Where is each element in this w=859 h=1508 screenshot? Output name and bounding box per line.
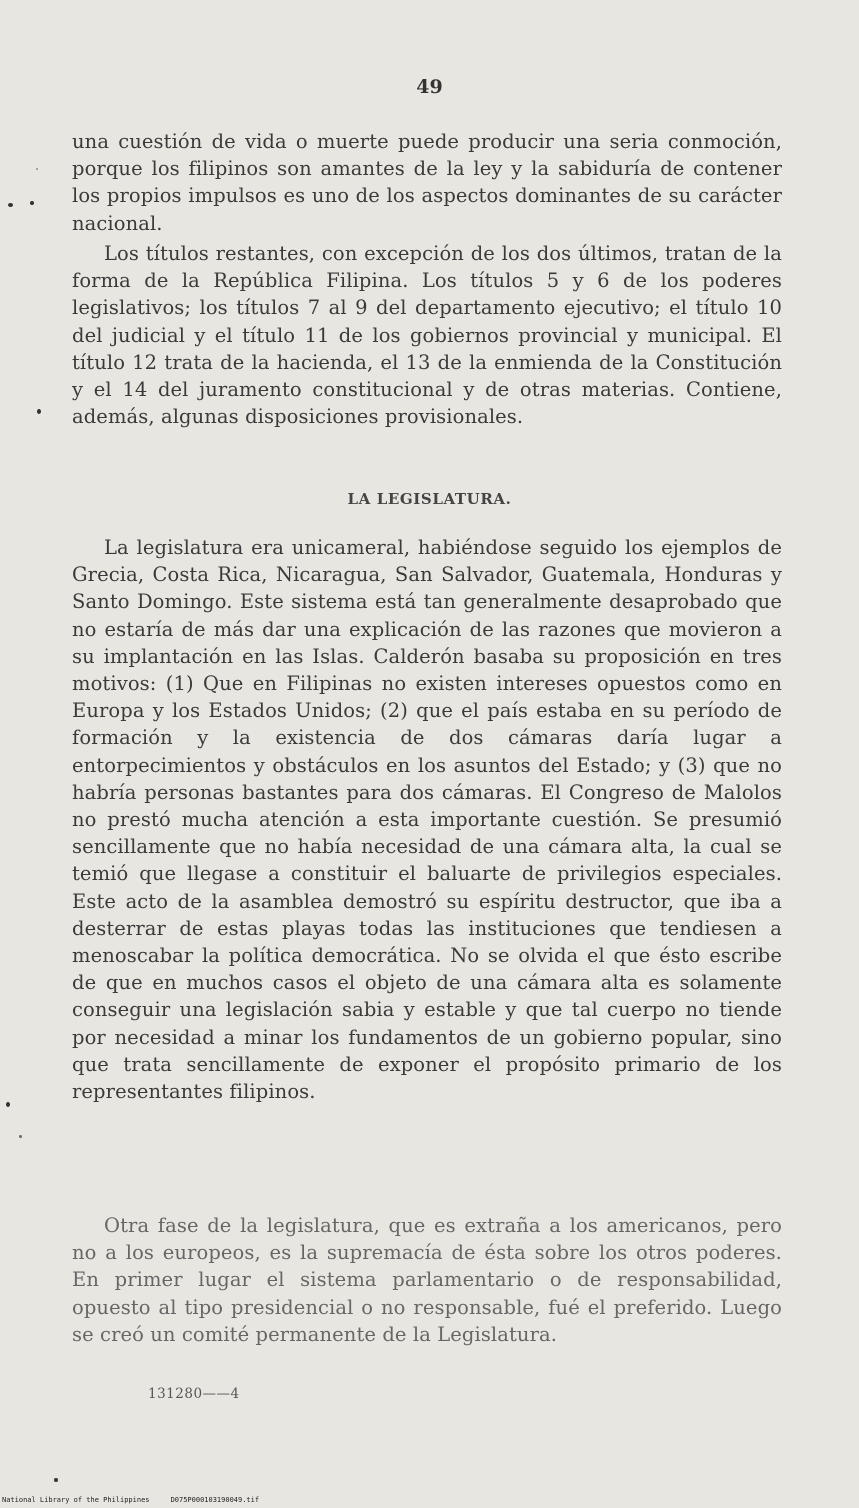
paragraph-4: Otra fase de la legislatura, que es extraña a los americanos, pero no a los europeos, es la supremacía de ésta sobre los otros poderes. En primer lugar el sistema parlamentario o de responsabilidad, opuesto al tipo presidencial o no responsable, fué el preferido. Luego se creó un comité permanente de la Legislatura.	[72, 1214, 782, 1346]
scan-speck	[37, 409, 41, 414]
scan-speck	[36, 168, 38, 170]
footer-source: National Library of the Philippines D075P000103190049.tif	[2, 1496, 260, 1504]
folio-code: 131280——4	[148, 1386, 240, 1402]
scan-speck	[19, 1135, 22, 1138]
page-number: 49	[416, 76, 443, 98]
scan-speck	[54, 1478, 58, 1482]
scan-speck	[8, 203, 13, 207]
scan-speck	[6, 1102, 10, 1107]
paragraph-2: Los títulos restantes, con excepción de los dos últimos, tratan de la forma de la República Filipina. Los títulos 5 y 6 de los poderes legislativos; los títulos 7 al 9 del departamento ejecutivo; el título 10 del judicial y el título 11 de los gobiernos provincial y municipal. El título 12 trata de la hacienda, el 13 de la enmienda de la Constitución y el 14 del juramento constitucional y de otras materias. Contiene, además, algunas disposiciones provisionales.	[72, 242, 782, 429]
paragraph-1: una cuestión de vida o muerte puede producir una seria conmoción, porque los filipinos son amantes de la ley y la sabiduría de contener los propios impulsos es uno de los aspectos dominantes de su carácter nacional.	[72, 130, 782, 235]
section-heading: LA LEGISLATURA.	[347, 490, 512, 508]
paragraph-3: La legislatura era unicameral, habiéndose seguido los ejemplos de Grecia, Costa Rica, Nicaragua, San Salvador, Guatemala, Honduras y Santo Domingo. Este sistema está tan generalmente desaprobado que no estaría de más dar una explicación de las razones que movieron a su implantación en las Islas. Calderón basaba su proposición en tres motivos: (1) Que en Filipinas no existen intereses opuestos como en Europa y los Estados Unidos; (2) que el país estaba en su período de formación y la existencia de dos cámaras daría lugar a entorpecimientos y obstáculos en los asuntos del Estado; y (3) que no habría personas bastantes para dos cámaras. El Congreso de Malolos no prestó mucha atención a esta importante cuestión. Se presumió sencillamente que no había necesidad de una cámara alta, la cual se temió que llegase a constituir el baluarte de privilegios especiales. Este acto de la asamblea demostró su espíritu destructor, que iba a desterrar de estas playas todas las instituciones que tendiesen a menoscabar la política democrática. No se olvida el que ésto escribe de que en muchos casos el objeto de una cámara alta es solamente conseguir una legislación sabia y estable y que tal cuerpo no tiende por necesidad a minar los fundamentos de un gobierno popular, sino que trata sencillamente de exponer el propósito primario de los representantes filipinos.	[72, 536, 782, 1104]
scan-speck	[30, 201, 34, 205]
